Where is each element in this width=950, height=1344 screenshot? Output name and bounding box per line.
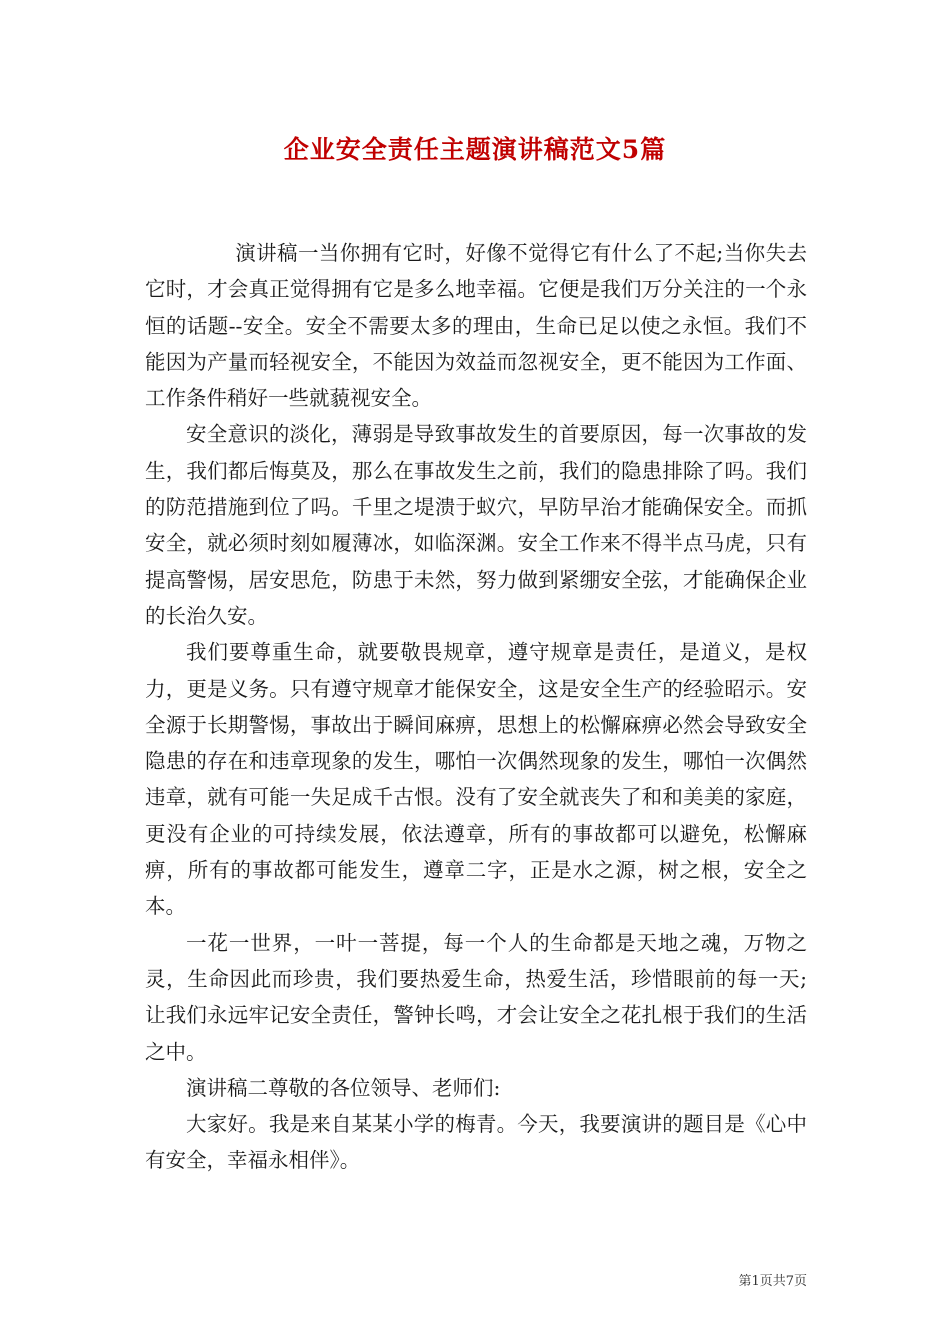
- paragraph: 大家好。我是来自某某小学的梅青。今天，我要演讲的题目是《心中有安全，幸福永相伴》。: [145, 1112, 807, 1173]
- paragraph: 安全意识的淡化，薄弱是导致事故发生的首要原因，每一次事故的发生，我们都后悔莫及，那么在事故发生之前，我们的隐患排除了吗。我们的防范措施到位了吗。千里之堤溃于蚁穴，早防早治才能确保安全。而抓安全，就必须时刻如履薄冰，如临深渊。安全工作来不得半点马虎，只有提高警惕，居安思危，防患于未然，努力做到紧绷安全弦，才能确保企业的长治久安。: [145, 422, 807, 628]
- document-body: [145, 235, 807, 1179]
- paragraph: 演讲稿二尊敬的各位领导、老师们:: [186, 1075, 501, 1100]
- paragraph: 演讲稿一当你拥有它时，好像不觉得它有什么了不起;当你失去它时，才会真正觉得拥有它是多么地幸福。它便是我们万分关注的一个永恒的话题--安全。安全不需要太多的理由，生命已足以使之永恒。我们不能因为产量而轻视安全，不能因为效益而忽视安全，更不能因为工作面、工作条件稍好一些就藐视安全。: [145, 241, 807, 411]
- paragraph: 一花一世界，一叶一菩提，每一个人的生命都是天地之魂，万物之灵，生命因此而珍贵，我们要热爱生命，热爱生活，珍惜眼前的每一天;让我们永远牢记安全责任，警钟长鸣，才会让安全之花扎根于我们的生活之中。: [145, 930, 807, 1064]
- page-number-footer: 第1页共7页: [738, 1274, 807, 1289]
- paragraph: 我们要尊重生命，就要敬畏规章，遵守规章是责任，是道义，是权力，更是义务。只有遵守规章才能保安全，这是安全生产的经验昭示。安全源于长期警惕，事故出于瞬间麻痹，思想上的松懈麻痹必然会导致安全隐患的存在和违章现象的发生，哪怕一次偶然现象的发生，哪怕一次偶然违章，就有可能一失足成千古恨。没有了安全就丧失了和和美美的家庭，更没有企业的可持续发展，依法遵章，所有的事故都可以避免，松懈麻痹，所有的事故都可能发生，遵章二字，正是水之源，树之根，安全之本。: [145, 640, 807, 919]
- page-title: 企业安全责任主题演讲稿范文5篇: [283, 135, 667, 164]
